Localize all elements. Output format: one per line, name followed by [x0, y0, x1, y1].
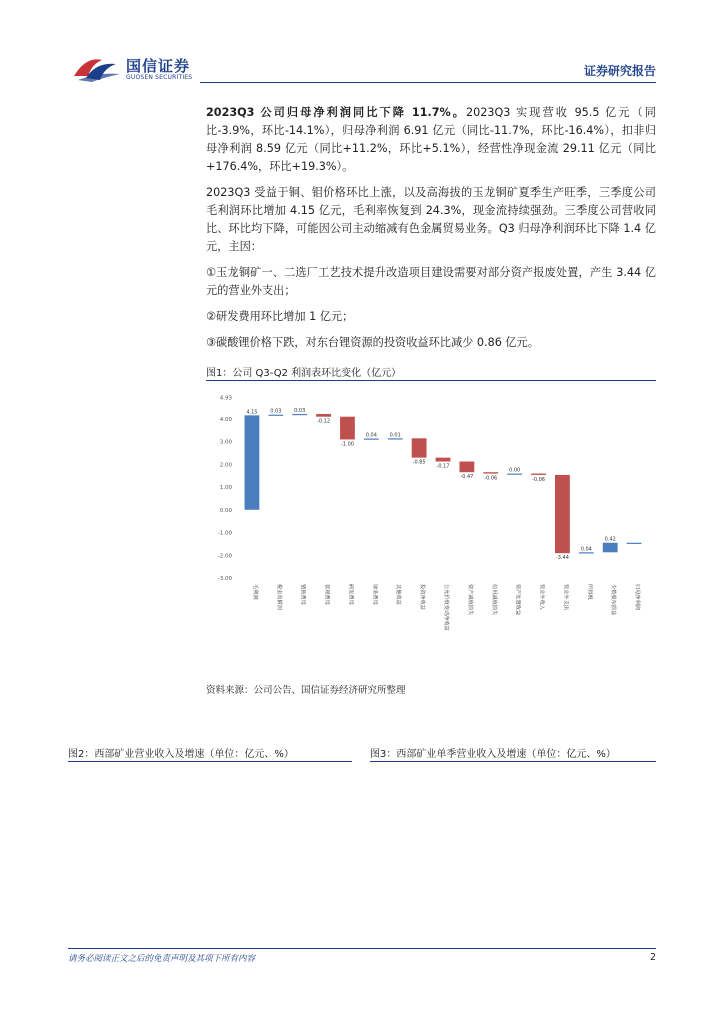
- page-header: [68, 50, 656, 86]
- report-type: 证券研究报告: [583, 64, 656, 78]
- figure-3-rule: [370, 761, 656, 762]
- waterfall-bar: [268, 415, 283, 416]
- y-tick-label: 4.93: [219, 395, 232, 402]
- waterfall-bar: [436, 458, 451, 462]
- x-tick-label: 毛利润: [251, 584, 258, 600]
- data-label: 0.42: [604, 536, 616, 543]
- y-tick-label: 3.00: [219, 439, 232, 446]
- figure-2-title: 图2：西部矿业营业收入及增速（单位：亿元、%）: [68, 749, 294, 760]
- header-divider: [200, 82, 656, 83]
- paragraph-5: ③碳酸锂价格下跌，对东台锂资源的投资收益环比减少 0.86 亿元。: [206, 336, 539, 349]
- waterfall-bar: [245, 415, 260, 509]
- paragraph-2: 2023Q3 受益于铜、钼价格环比上涨，以及高海拔的玉龙铜矿夏季生产旺季，三季度公司毛利润环比增加 4.15 亿元，毛利率恢复到 24.3%，现金流持续强劲。三季度公司营收同比、环比均下降，可能因公司主动缩减有色金属贸易业务。Q3 归母净利润环比下降 1.4 亿元，主因：: [206, 186, 656, 253]
- x-tick-label: 资产减值损失: [466, 584, 473, 616]
- data-label: -0.85: [412, 459, 426, 466]
- figure-2-rule: [68, 761, 352, 762]
- x-tick-label: 少数股东损益: [610, 584, 617, 616]
- figure-3-title: 图3：西部矿业单季营业收入及增速（单位：亿元、%）: [370, 749, 616, 760]
- logo-text-cn: 国信证券: [126, 57, 191, 75]
- waterfall-bar: [459, 462, 474, 473]
- x-tick-label: 公允价值变动净收益: [443, 584, 449, 631]
- y-tick-label: -2.00: [217, 553, 232, 560]
- logo-text-en: GUOSEN SECURITIES: [126, 74, 193, 81]
- data-label: 0.04: [365, 432, 377, 439]
- data-label: -0.06: [484, 475, 498, 482]
- y-tick-label: 1.00: [219, 485, 232, 491]
- waterfall-bar: [579, 552, 594, 553]
- data-label: -0.06: [532, 476, 545, 483]
- x-tick-label: 管理费用: [323, 584, 330, 605]
- waterfall-bar: [507, 474, 522, 475]
- x-tick-label: 信用减值损失: [490, 584, 497, 616]
- x-tick-label: 财务费用: [371, 584, 378, 605]
- waterfall-bar: [388, 438, 403, 439]
- waterfall-bar: [340, 417, 355, 440]
- x-tick-label: 归母净利润: [634, 584, 641, 610]
- waterfall-bar: [412, 438, 427, 457]
- waterfall-chart: [206, 386, 656, 676]
- waterfall-bar: [603, 543, 618, 553]
- footer-disclaimer: 请务必阅读正文之后的免责声明及其项下所有内容: [68, 954, 256, 964]
- x-tick-label: 其他收益: [395, 584, 402, 605]
- y-tick-label: 0.00: [219, 507, 232, 514]
- y-tick-label: -3.00: [217, 576, 232, 582]
- data-label: 0.03: [270, 408, 282, 415]
- waterfall-bar: [292, 414, 307, 415]
- waterfall-bar: [555, 475, 570, 553]
- waterfall-bar: [483, 472, 498, 473]
- x-tick-label: 所得税: [586, 584, 593, 600]
- data-label: 0.01: [389, 432, 401, 439]
- figure-1-rule: [206, 380, 656, 381]
- x-tick-label: 资产处置收益: [514, 584, 521, 616]
- waterfall-bar: [627, 543, 642, 544]
- paragraph-1-heading: 2023Q3 公司归母净利润同比下降 11.7%。: [206, 106, 467, 119]
- x-tick-label: 投资净收益: [419, 584, 426, 610]
- data-label: -0.47: [460, 474, 474, 481]
- x-tick-label: 营业外收入: [538, 584, 545, 610]
- body-text: [206, 104, 656, 360]
- footer-divider: [68, 948, 656, 949]
- data-label: 0.04: [580, 546, 592, 553]
- paragraph-1: [206, 104, 656, 176]
- x-tick-label: 研发费用: [347, 584, 354, 605]
- figure-1-title: 图1：公司 Q3-Q2 利润表环比变化（亿元）: [206, 368, 402, 379]
- data-label: -1.00: [341, 441, 354, 448]
- paragraph-4: ②研发费用环比增加 1 亿元；: [206, 310, 354, 323]
- data-label: -0.12: [317, 418, 331, 425]
- y-tick-label: -1.00: [217, 530, 232, 537]
- y-tick-label: 2.00: [219, 462, 232, 469]
- x-tick-label: 销售费用: [299, 584, 306, 605]
- x-tick-label: 税金及附加: [275, 584, 282, 610]
- waterfall-bar: [316, 414, 331, 417]
- waterfall-bar: [364, 439, 379, 440]
- paragraph-3: ①玉龙铜矿一、二选厂工艺技术提升改造项目建设需要对部分资产报废处置，产生 3.44 亿元的营业外支出；: [206, 266, 656, 297]
- data-label: 0.03: [294, 407, 306, 414]
- page-number: 2: [649, 952, 656, 963]
- data-label: -3.44: [555, 555, 569, 562]
- waterfall-bar: [531, 474, 546, 475]
- guosen-logo-icon: [72, 54, 122, 84]
- data-label: 0.00: [509, 467, 521, 474]
- paragraph-1-text: 2023Q3 实现营收 95.5 亿元（同比-3.9%，环比-14.1%），归母净利润 6.91 亿元（同比-11.7%，环比-16.4%），扣非归母净利润 8.59 亿元（同比+11.2%，环比+5.1%），经营性净现金流 29.11 亿元（同比+176.4%，环比+19.3%）。: [206, 106, 656, 173]
- figure-1-source: 资料来源：公司公告、国信证券经济研究所整理: [206, 685, 406, 696]
- y-tick-label: 4.00: [219, 416, 232, 423]
- data-label: 4.15: [246, 409, 258, 416]
- x-tick-label: 营业外支出: [562, 584, 569, 610]
- data-label: -0.17: [436, 463, 450, 470]
